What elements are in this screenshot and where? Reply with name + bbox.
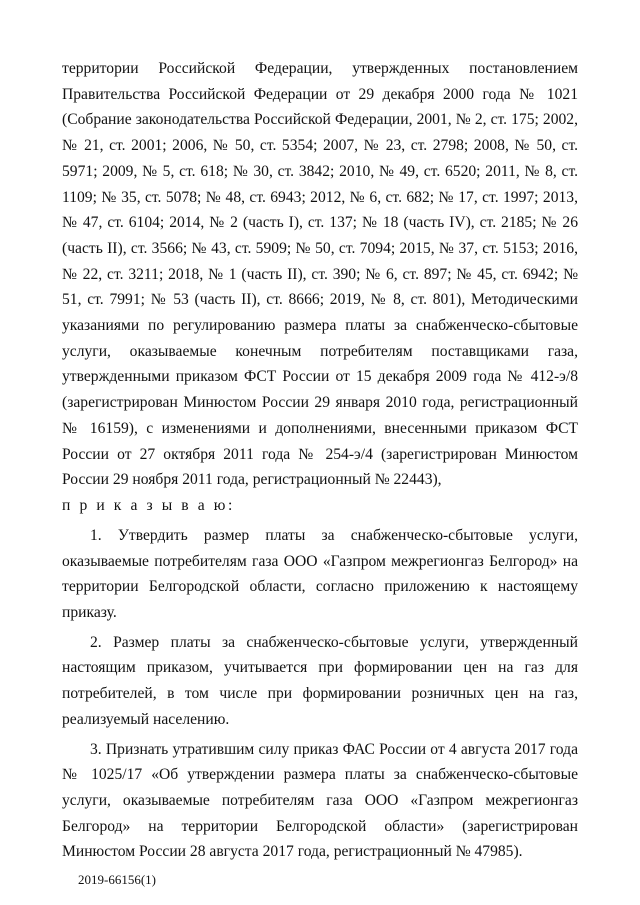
order-keyword: п р и к а з ы в а ю: [62,496,235,514]
paragraph-item-1: 1. Утвердить размер платы за снабженческо-сбытовые услуги, оказываемые потребителям газа ООО «Газпром межрегионгаз Белгород» на территории Белгородской области, согласно приложению к настоящему приказу. [62,526,578,622]
document-registration-code: 2019-66156(1) [78,872,156,887]
paragraph-legal-basis: территории Российской Федерации, утвержденных постановлением Правительства Российской Федерации от 29 декабря 2000 года № 1021 (Собрание законодательства Российской Федерации, 2001, № 2, ст. 175; 2002, № 21, ст. 2001; 2006, № 50, ст. 5354; 2007, № 23, ст. 2798; 2008, № 50, ст. 5971; 2009, № 5, ст. 618; № 30, ст. 3842; 2010, № 49, ст. 6520; 2011, № 8, ст. 1109; № 35, ст. 5078; № 48, ст. 6943; 2012, № 6, ст. 682; № 17, ст. 1997; 2013, № 47, ст. 6104; 2014, № 2 (часть I), ст. 137; № 18 (часть IV), ст. 2185; № 26 (часть II), ст. 3566; № 43, ст. 5909; № 50, ст. 7094; 2015, № 37, ст. 5153; 2016, № 22, ст. 3211; 2018, № 1 (часть II), ст. 390; № 6, ст. 897; № 45, ст. 6942; № 51, ст. 7991; № 53 (часть II), ст. 8666; 2019, № 8, ст. 801), Методическими указаниями по регулированию размера платы за снабженческо-сбытовые услуги, оказываемые конечным потребителям поставщиками газа, утвержденными приказом ФСТ России от 15 декабря 2009 года № 412-э/8 (зарегистрирован Минюстом России 29 января 2010 года, регистрационный № 16159), с изменениями и дополнениями, внесенными приказом ФСТ России от 27 октября 2011 года № 254-э/4 (зарегистрирован Минюстом России 29 ноября 2011 года, регистрационный № 22443), [62,60,578,489]
paragraph-item-2: 2. Размер платы за снабженческо-сбытовые услуги, утвержденный настоящим приказом, учитывается при формировании цен на газ для потребителей, в том числе при формировании розничных цен на газ, реализуемый населению. [62,633,578,728]
paragraph-item-3: 3. Признать утратившим силу приказ ФАС России от 4 августа 2017 года № 1025/17 «Об утверждении размера платы за снабженческо-сбытовые услуги, оказываемые потребителям газа ООО «Газпром межрегионгаз Белгород» на территории Белгородской области» (зарегистрирован Минюстом России 28 августа 2017 года, регистрационный № 47985). [62,740,578,861]
document-body [62,56,578,865]
